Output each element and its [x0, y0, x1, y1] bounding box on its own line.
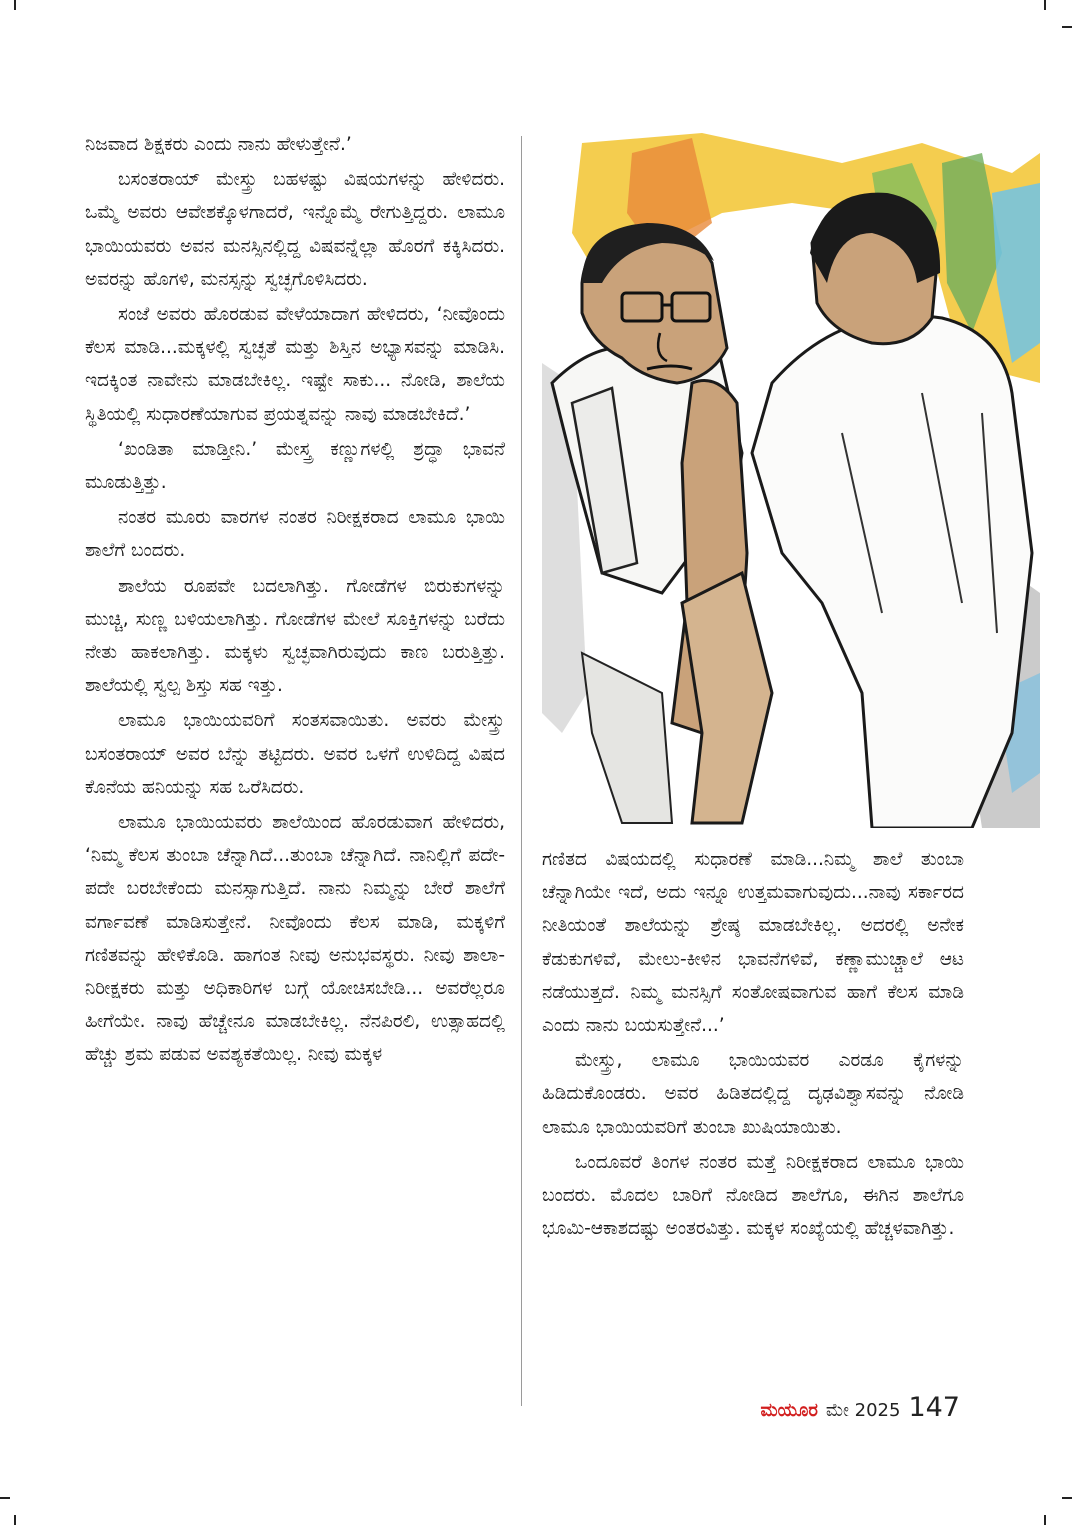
crop-mark: [1044, 1515, 1046, 1525]
crop-mark: [14, 0, 16, 10]
crop-mark: [1044, 0, 1046, 10]
forearm: [682, 573, 772, 823]
page-footer: [760, 1392, 960, 1423]
crop-mark: [1062, 26, 1072, 28]
right-man-shirt: [752, 316, 1032, 828]
paragraph: ಮೇಸ್ತ್ರು, ಲಾಮೂ ಭಾಯಿಯವರ ಎರಡೂ ಕೈಗಳನ್ನು ಹಿಡಿದುಕೊಂಡರು. ಅವರ ಹಿಡಿತದಲ್ಲಿದ್ದ ದೃಢವಿಶ್ವಾಸವನ್ನು ನೋಡಿ ಲಾಮೂ ಭಾಯಿಯವರಿಗೆ ತುಂಬಾ ಖುಷಿಯಾಯಿತು.: [542, 1050, 964, 1138]
paragraph: ‘ಖಂಡಿತಾ ಮಾಡ್ತೀನಿ.’ ಮೇಸ್ತ್ರ ಕಣ್ಣುಗಳಲ್ಲಿ ಶ್ರದ್ಧಾ ಭಾವನೆ ಮೂಡುತ್ತಿತ್ತು.: [85, 438, 505, 494]
paragraph: ನಿಜವಾದ ಶಿಕ್ಷಕರು ಎಂದು ನಾನು ಹೇಳುತ್ತೇನೆ.’: [85, 134, 352, 155]
paragraph: ಶಾಲೆಯ ರೂಪವೇ ಬದಲಾಗಿತ್ತು. ಗೋಡೆಗಳ ಬಿರುಕುಗಳನ್ನು ಮುಚ್ಚಿ, ಸುಣ್ಣ ಬಳಿಯಲಾಗಿತ್ತು. ಗೋಡೆಗಳ ಮೇಲೆ ಸೂಕ್ತಿಗಳನ್ನು ಬರೆದು ನೇತು ಹಾಕಲಾಗಿತ್ತು. ಮಕ್ಕಳು ಸ್ವಚ್ಛವಾಗಿರುವುದು ಕಾಣ ಬರುತ್ತಿತ್ತು. ಶಾಲೆಯಲ್ಲಿ ಸ್ವಲ್ಪ ಶಿಸ್ತು ಸಹ ಇತ್ತು.: [85, 575, 505, 697]
crop-mark: [1062, 1497, 1072, 1499]
arm-shadow: [582, 653, 672, 823]
paragraph: ಲಾಮೂ ಭಾಯಿಯವರು ಶಾಲೆಯಿಂದ ಹೊರಡುವಾಗ ಹೇಳಿದರು, ‘ನಿಮ್ಮ ಕೆಲಸ ತುಂಬಾ ಚೆನ್ನಾಗಿದೆ...ತುಂಬಾ ಚೆನ್ನಾಗಿದೆ. ನಾನಿಲ್ಲಿಗೆ ಪದೇ-ಪದೇ ಬರಬೇಕೆಂದು ಮನಸ್ಸಾಗುತ್ತಿದೆ. ನಾನು ನಿಮ್ಮನ್ನು ಬೇರೆ ಶಾಲೆಗೆ ವರ್ಗಾವಣೆ ಮಾಡಿಸುತ್ತೇನೆ. ನೀವೊಂದು ಕೆಲಸ ಮಾಡಿ, ಮಕ್ಕಳಿಗೆ ಗಣಿತವನ್ನು ಹೇಳಿಕೊಡಿ. ಹಾಗಂತ ನೀವು ಅನುಭವಸ್ಥರು. ನೀವು ಶಾಲಾ-ನಿರೀಕ್ಷಕರು ಮತ್ತು ಅಧಿಕಾರಿಗಳ ಬಗ್ಗೆ ಯೋಚಿಸಬೇಡಿ... ಅವರೆಲ್ಲರೂ ಹೀಗೆಯೇ. ನಾವು ಹೆಚ್ಚೇನೂ ಮಾಡಬೇಕಿಲ್ಲ. ನೆನಪಿರಲಿ, ಉತ್ಸಾಹದಲ್ಲಿ ಹೆಚ್ಚು ಶ್ರಮ ಪಡುವ ಅವಶ್ಯಕತೆಯಿಲ್ಲ. ನೀವು ಮಕ್ಕಳ: [85, 812, 505, 1066]
paragraph: ಬಸಂತರಾಯ್ ಮೇಸ್ತ್ರು ಬಹಳಷ್ಟು ವಿಷಯಗಳನ್ನು ಹೇಳಿದರು. ಒಮ್ಮೆ ಅವರು ಆವೇಶಕ್ಕೊಳಗಾದರೆ, ಇನ್ನೊಮ್ಮೆ ರೇಗುತ್ತಿದ್ದರು. ಲಾಮೂ ಭಾಯಿಯವರು ಅವನ ಮನಸ್ಸಿನಲ್ಲಿದ್ದ ವಿಷವನ್ನೆಲ್ಲಾ ಹೊರಗೆ ಕಕ್ಕಿಸಿದರು. ಅವರನ್ನು ಹೊಗಳಿ, ಮನಸ್ಸನ್ನು ಸ್ವಚ್ಛಗೊಳಿಸಿದರು.: [85, 169, 505, 290]
page-number: 147: [908, 1392, 960, 1423]
magazine-logo: ಮಯೂರ: [760, 1400, 818, 1421]
crop-mark: [14, 1515, 16, 1525]
story-illustration: [542, 133, 1040, 828]
paragraph: ಒಂದೂವರೆ ತಿಂಗಳ ನಂತರ ಮತ್ತೆ ನಿರೀಕ್ಷಕರಾದ ಲಾಮೂ ಭಾಯಿ ಬಂದರು. ಮೊದಲ ಬಾರಿಗೆ ನೋಡಿದ ಶಾಲೆಗೂ, ಈಗಿನ ಶಾಲೆಗೂ ಭೂಮಿ-ಆಕಾಶದಷ್ಟು ಅಂತರವಿತ್ತು. ಮಕ್ಕಳ ಸಂಖ್ಯೆಯಲ್ಲಿ ಹೆಚ್ಚಳವಾಗಿತ್ತು.: [542, 1151, 964, 1240]
issue-date: ಮೇ 2025: [825, 1400, 901, 1421]
paragraph: ಲಾಮೂ ಭಾಯಿಯವರಿಗೆ ಸಂತಸವಾಯಿತು. ಅವರು ಮೇಸ್ತ್ರು ಬಸಂತರಾಯ್ ಅವರ ಬೆನ್ನು ತಟ್ಟಿದರು. ಅವರ ಒಳಗೆ ಉಳಿದಿದ್ದ ವಿಷದ ಕೊನೆಯ ಹನಿಯನ್ನು ಸಹ ಒರೆಸಿದರು.: [85, 710, 505, 798]
left-text-column: [85, 128, 505, 1074]
paragraph: ಸಂಜೆ ಅವರು ಹೊರಡುವ ವೇಳೆಯಾದಾಗ ಹೇಳಿದರು, ‘ನೀವೊಂದು ಕೆಲಸ ಮಾಡಿ...ಮಕ್ಕಳಲ್ಲಿ ಸ್ವಚ್ಛತೆ ಮತ್ತು ಶಿಸ್ತಿನ ಅಭ್ಯಾಸವನ್ನು ಮಾಡಿಸಿ. ಇದಕ್ಕಿಂತ ನಾವೇನು ಮಾಡಬೇಕಿಲ್ಲ. ಇಷ್ಟೇ ಸಾಕು... ನೋಡಿ, ಶಾಲೆಯ ಸ್ಥಿತಿಯಲ್ಲಿ ಸುಧಾರಣೆಯಾಗುವ ಪ್ರಯತ್ನವನ್ನು ನಾವು ಮಾಡಬೇಕಿದೆ.’: [85, 304, 505, 425]
right-text-column: [542, 843, 964, 1247]
paragraph: ನಂತರ ಮೂರು ವಾರಗಳ ನಂತರ ನಿರೀಕ್ಷಕರಾದ ಲಾಮೂ ಭಾಯಿ ಶಾಲೆಗೆ ಬಂದರು.: [85, 507, 505, 562]
paragraph: ಗಣಿತದ ವಿಷಯದಲ್ಲಿ ಸುಧಾರಣೆ ಮಾಡಿ...ನಿಮ್ಮ ಶಾಲೆ ತುಂಬಾ ಚೆನ್ನಾಗಿಯೇ ಇದೆ, ಅದು ಇನ್ನೂ ಉತ್ತಮವಾಗುವುದು...ನಾವು ಸರ್ಕಾರದ ನೀತಿಯಂತೆ ಶಾಲೆಯನ್ನು ಶ್ರೇಷ್ಠ ಮಾಡಬೇಕಿಲ್ಲ. ಅದರಲ್ಲಿ ಅನೇಕ ಕೆಡುಕುಗಳಿವೆ, ಮೇಲು-ಕೀಳಿನ ಭಾವನೆಗಳಿವೆ, ಕಣ್ಣಾಮುಚ್ಚಾಲೆ ಆಟ ನಡೆಯುತ್ತದೆ. ನಿಮ್ಮ ಮನಸ್ಸಿಗೆ ಸಂತೋಷವಾಗುವ ಹಾಗೆ ಕೆಲಸ ಮಾಡಿ ಎಂದು ನಾನು ಬಯಸುತ್ತೇನೆ...’: [542, 849, 964, 1037]
crop-mark: [0, 1497, 10, 1499]
column-divider: [521, 136, 522, 1406]
